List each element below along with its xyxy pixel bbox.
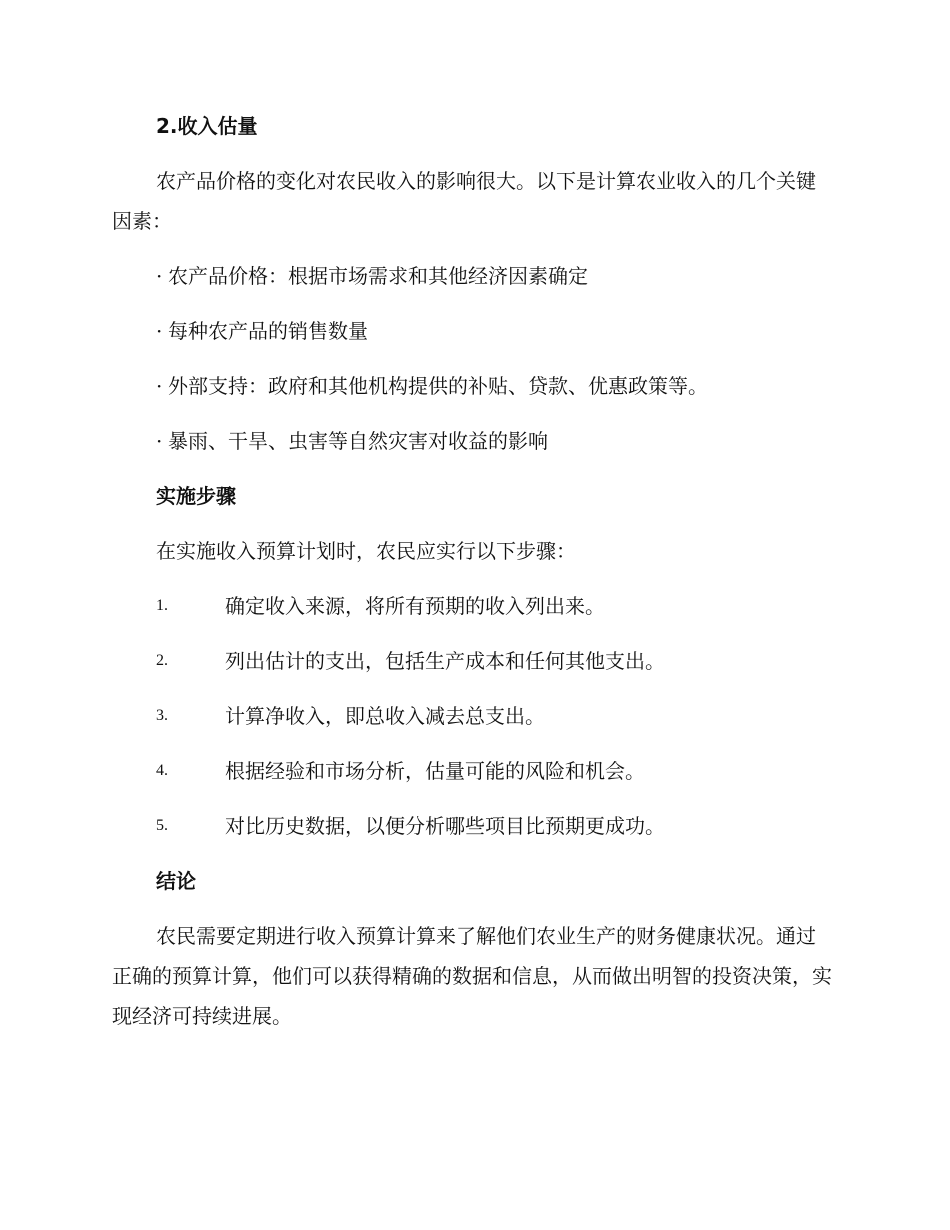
numbered-step — [112, 806, 832, 846]
section-heading-implementation-steps: 实施步骤 — [156, 484, 236, 508]
numbered-step — [112, 751, 832, 791]
bullet-text: 暴雨、干旱、虫害等自然灾害对收益的影响 — [168, 429, 548, 453]
bullet-text: 外部支持：政府和其他机构提供的补贴、贷款、优惠政策等。 — [168, 374, 708, 398]
bullet-text: 每种农产品的销售数量 — [168, 319, 368, 343]
bullet-dot: · — [156, 264, 163, 288]
step-text: 计算净收入，即总收入减去总支出。 — [225, 704, 545, 728]
section-heading-conclusion: 结论 — [156, 869, 196, 893]
step-number: 5. — [156, 817, 168, 834]
document-content — [112, 106, 832, 1051]
step-number: 3. — [156, 707, 168, 724]
step-number: 2. — [156, 652, 168, 669]
bullet-dot: · — [156, 374, 163, 398]
numbered-step — [112, 586, 832, 626]
step-text: 根据经验和市场分析，估量可能的风险和机会。 — [225, 759, 645, 783]
income-intro-paragraph: 农产品价格的变化对农民收入的影响很大。以下是计算农业收入的几个关键因素： — [112, 169, 816, 233]
conclusion-paragraph: 农民需要定期进行收入预算计算来了解他们农业生产的财务健康状况。通过正确的预算计算，他们可以获得精确的数据和信息，从而做出明智的投资决策，实现经济可持续进展。 — [112, 924, 832, 1028]
bullet-dot: · — [156, 429, 163, 453]
step-text: 确定收入来源，将所有预期的收入列出来。 — [225, 594, 605, 618]
step-number: 1. — [156, 597, 168, 614]
bullet-item — [112, 311, 832, 351]
section-heading-income-estimate: 2.收入估量 — [156, 114, 258, 138]
bullet-item — [112, 366, 832, 406]
step-text: 列出估计的支出，包括生产成本和任何其他支出。 — [225, 649, 665, 673]
bullet-text: 农产品价格：根据市场需求和其他经济因素确定 — [168, 264, 588, 288]
bullet-item — [112, 256, 832, 296]
step-text: 对比历史数据，以便分析哪些项目比预期更成功。 — [225, 814, 665, 838]
numbered-step — [112, 641, 832, 681]
bullet-item — [112, 421, 832, 461]
steps-intro-paragraph: 在实施收入预算计划时，农民应实行以下步骤： — [156, 539, 576, 563]
step-number: 4. — [156, 762, 168, 779]
numbered-step — [112, 696, 832, 736]
bullet-dot: · — [156, 319, 163, 343]
